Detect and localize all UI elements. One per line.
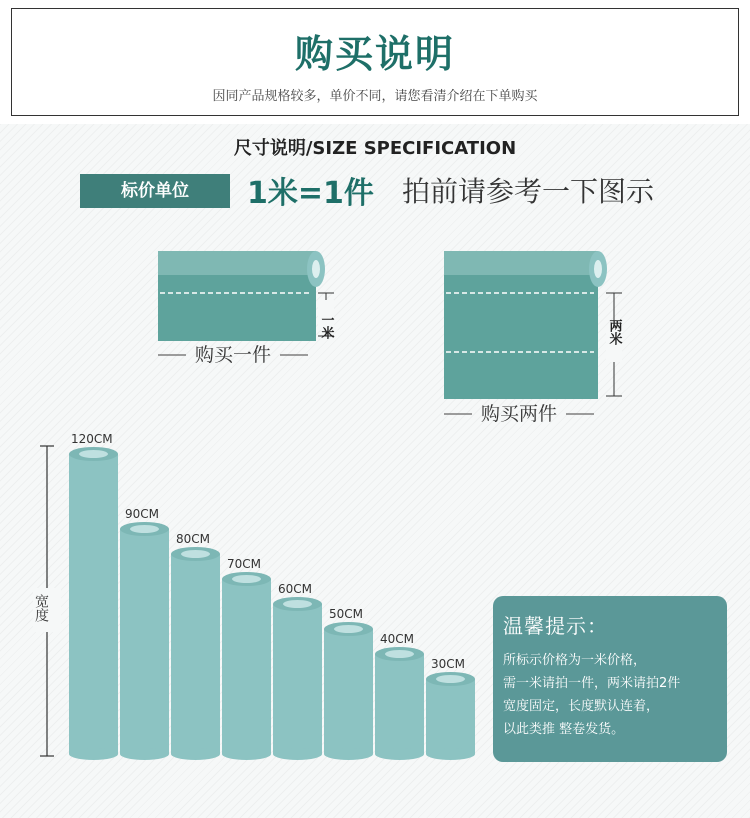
width-bar-label: 40CM <box>380 632 415 646</box>
width-axis-label: 宽度 <box>33 594 49 622</box>
width-bar-label: 90CM <box>125 507 160 521</box>
roll-one-label: 购买一件 <box>194 344 272 366</box>
width-bar-body <box>222 579 271 754</box>
roll-one-top <box>158 251 316 275</box>
width-bar-core <box>130 525 159 533</box>
width-bar-body <box>171 554 220 754</box>
width-bar-bottom <box>120 748 169 760</box>
width-bar-label: 50CM <box>329 607 364 621</box>
width-axis <box>33 446 61 756</box>
width-bar-bottom <box>426 748 475 760</box>
price-unit-badge: 标价单位 <box>80 174 230 208</box>
width-bar-60 <box>273 582 322 760</box>
width-bar-body <box>120 529 169 754</box>
width-bar-bottom <box>69 748 118 760</box>
width-bar-label: 30CM <box>431 657 466 671</box>
width-bar-label: 120CM <box>71 432 113 446</box>
roll-one-meter <box>158 251 335 366</box>
tips-line-3: 宽度固定，长度默认连着， <box>503 699 660 714</box>
width-bar-label: 70CM <box>227 557 262 571</box>
tips-title: 温馨提示： <box>503 614 608 638</box>
width-bar-label: 60CM <box>278 582 313 596</box>
roll-two-label: 购买两件 <box>480 403 558 425</box>
roll-two-length-label: 两米 <box>606 319 622 345</box>
width-bar-body <box>273 604 322 754</box>
tips-line-4: 以此类推 整卷发货。 <box>503 722 625 737</box>
width-bar-core <box>385 650 414 658</box>
roll-one-core <box>312 260 320 278</box>
width-bar-body <box>69 454 118 754</box>
width-bar-core <box>232 575 261 583</box>
width-bar-core <box>181 550 210 558</box>
tips-line-2: 需一米请拍一件，两米请拍2件 <box>503 676 681 691</box>
width-bar-bottom <box>375 748 424 760</box>
width-bar-body <box>324 629 373 754</box>
tips-line-1: 所标示价格为一米价格， <box>503 653 647 668</box>
width-bar-core <box>283 600 312 608</box>
width-bar-bottom <box>222 748 271 760</box>
width-bar-label: 80CM <box>176 532 211 546</box>
width-bar-50 <box>324 607 373 760</box>
price-note: 拍前请参考一下图示 <box>402 175 655 208</box>
width-bar-80 <box>171 532 220 760</box>
width-bar-40 <box>375 632 424 760</box>
roll-two-core <box>594 260 602 278</box>
width-bar-bottom <box>324 748 373 760</box>
page-subtitle: 因同产品规格较多，单价不同，请您看清介绍在下单购买 <box>212 89 538 104</box>
price-unit-value: 1米=1件 <box>247 176 374 211</box>
header-box <box>11 8 739 116</box>
width-bar-core <box>79 450 108 458</box>
roll-two-meters <box>444 251 623 425</box>
width-bar-70 <box>222 557 271 760</box>
width-bar-core <box>334 625 363 633</box>
width-bar-120 <box>69 432 118 760</box>
spec-panel <box>0 124 750 818</box>
width-bar-body <box>375 654 424 754</box>
width-bar-core <box>436 675 465 683</box>
width-bars <box>69 432 475 760</box>
roll-two-top <box>444 251 598 275</box>
width-bar-bottom <box>273 748 322 760</box>
tips-box <box>493 596 727 762</box>
width-bar-bottom <box>171 748 220 760</box>
page-title: 购买说明 <box>294 32 455 76</box>
width-bar-30 <box>426 657 475 760</box>
roll-one-length-label: 一米 <box>318 313 334 339</box>
width-bar-body <box>426 679 475 754</box>
spec-title: 尺寸说明/SIZE SPECIFICATION <box>233 138 517 159</box>
width-bar-90 <box>120 507 169 760</box>
